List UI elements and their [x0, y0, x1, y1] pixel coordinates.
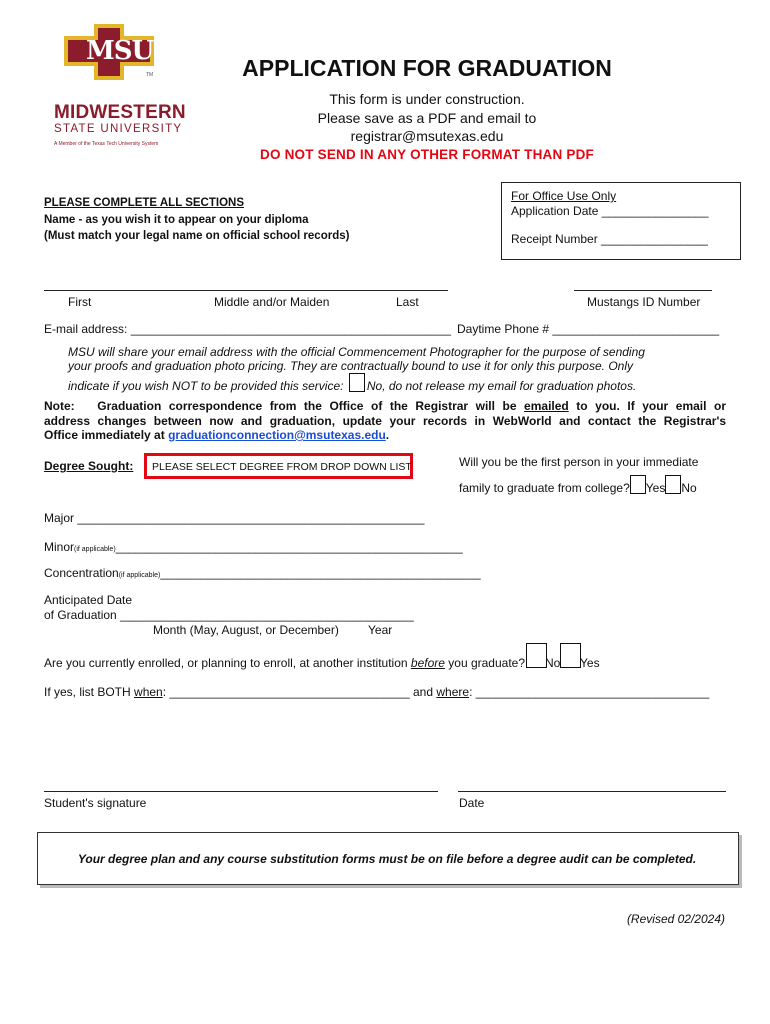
photo-notice-line1: MSU will share your email address with the official Commencement Photographer for the purpose of sending — [68, 345, 645, 359]
enroll-question — [44, 656, 525, 670]
list-both-label: If yes, list BOTH — [44, 685, 131, 699]
email-field[interactable]: E-mail address: ________________________________________________ — [44, 322, 452, 336]
logo-tagline: A Member of the Texas Tech University System — [54, 141, 159, 147]
where-line: : ___________________________________ — [469, 685, 710, 699]
enroll-question-post: you graduate? — [448, 656, 525, 670]
enroll-no-checkbox[interactable] — [526, 643, 547, 668]
application-date-field: Application Date ________________ — [511, 204, 709, 218]
middle-name-label: Middle and/or Maiden — [214, 295, 330, 309]
where-label: where — [436, 685, 470, 699]
first-gen-question-text: family to graduate from college? — [459, 481, 630, 495]
concentration-line: ________________________________________________ — [160, 566, 481, 580]
photo-notice-line2: your proofs and graduation photo pricing. They are contractually bound to use it for only this purpose. Only — [68, 359, 633, 373]
signature-line[interactable] — [44, 791, 438, 792]
first-gen-question-line1: Will you be the first person in your immediate — [459, 455, 699, 469]
degree-select[interactable] — [144, 453, 413, 479]
mustangs-id-input-line[interactable] — [574, 290, 712, 291]
name-input-line[interactable] — [44, 290, 448, 291]
first-gen-no-label: No — [681, 481, 697, 495]
major-field[interactable]: Major ____________________________________________________ — [44, 511, 425, 525]
enroll-yes-label: Yes — [580, 656, 600, 670]
first-name-label: First — [68, 295, 92, 309]
grad-year-hint: Year — [368, 623, 393, 637]
date-line[interactable] — [458, 791, 726, 792]
header-line2: Please save as a PDF and email to — [317, 110, 537, 126]
office-use-title: For Office Use Only — [511, 189, 617, 203]
logo-name-line1: MIDWESTERN — [54, 102, 186, 123]
note-label: Note: — [44, 399, 75, 413]
page-title: APPLICATION FOR GRADUATION — [242, 55, 612, 81]
note-text1: Graduation correspondence from the Office of the Registrar will be — [97, 399, 517, 413]
daytime-phone-field[interactable]: Daytime Phone # _________________________ — [457, 322, 720, 336]
photo-optout-label: No, do not release my email for graduation photos. — [366, 379, 637, 393]
when-line: : ____________________________________ — [162, 685, 410, 699]
degree-sought-label: Degree Sought: — [44, 459, 134, 473]
last-name-label: Last — [396, 295, 419, 309]
minor-line: ____________________________________________________ — [115, 540, 463, 554]
note-line3: Office immediately at — [44, 428, 165, 442]
enroll-when-where[interactable] — [44, 685, 709, 699]
concentration-field[interactable] — [44, 566, 481, 580]
grad-date-field[interactable]: of Graduation ____________________________________________ — [44, 608, 414, 622]
when-label: when — [134, 685, 163, 699]
minor-field[interactable] — [44, 540, 463, 554]
minor-label: Minor — [44, 540, 75, 554]
degree-select-value: PLEASE SELECT DEGREE FROM DROP DOWN LIST — [152, 461, 412, 473]
grad-date-label1: Anticipated Date — [44, 593, 133, 607]
graduation-email-link[interactable]: graduationconnection@msutexas.edu — [168, 428, 386, 442]
concentration-note: (if applicable) — [118, 572, 161, 579]
logo-letters: MSU — [86, 36, 154, 66]
note-period: . — [385, 428, 390, 442]
enroll-no-label: No — [545, 656, 561, 670]
note-text2: to you. If your email or — [576, 399, 726, 413]
and-label: and — [413, 685, 434, 699]
name-instruction-note: (Must match your legal name on official school records) — [44, 230, 350, 242]
signature-label: Student's signature — [44, 796, 147, 810]
degree-plan-notice: Your degree plan and any course substitution forms must be on file before a degree audit can be completed. — [77, 852, 697, 866]
date-label: Date — [459, 796, 485, 810]
enroll-yes-checkbox[interactable] — [560, 643, 581, 668]
registrar-note — [44, 399, 726, 443]
photo-notice-text: indicate if you wish NOT to be provided this service: — [68, 379, 344, 393]
first-gen-question-line2 — [459, 475, 697, 495]
logo-name-line2: STATE UNIVERSITY — [54, 123, 183, 135]
name-instruction: Name - as you wish it to appear on your diploma — [44, 214, 309, 226]
header-line3: registrar@msutexas.edu — [350, 128, 504, 144]
note-line2: address changes between now and graduation, update your records in WebWorld and contact the Registrar's — [44, 413, 726, 428]
first-gen-yes-label: Yes — [645, 481, 666, 495]
mustangs-id-label: Mustangs ID Number — [587, 295, 701, 309]
receipt-number-field: Receipt Number ________________ — [511, 232, 708, 246]
enroll-question-pre: Are you currently enrolled, or planning to enroll, at another institution — [44, 656, 408, 670]
photo-optout-checkbox[interactable] — [349, 373, 365, 392]
note-emailed: emailed — [524, 399, 569, 413]
minor-note: (if applicable) — [74, 546, 116, 553]
revision-date: (Revised 02/2024) — [626, 912, 725, 926]
msu-logo — [50, 22, 200, 152]
photo-notice-line3 — [68, 373, 636, 393]
first-gen-yes-checkbox[interactable] — [630, 475, 646, 494]
first-gen-no-checkbox[interactable] — [665, 475, 681, 494]
grad-month-hint: Month (May, August, or December) — [153, 623, 339, 637]
logo-tm: TM — [146, 72, 154, 78]
format-warning: DO NOT SEND IN ANY OTHER FORMAT THAN PDF — [260, 147, 594, 162]
concentration-label: Concentration — [44, 566, 119, 580]
header-line1: This form is under construction. — [329, 91, 525, 107]
enroll-before: before — [410, 656, 445, 670]
complete-all-sections: PLEASE COMPLETE ALL SECTIONS — [44, 197, 244, 209]
